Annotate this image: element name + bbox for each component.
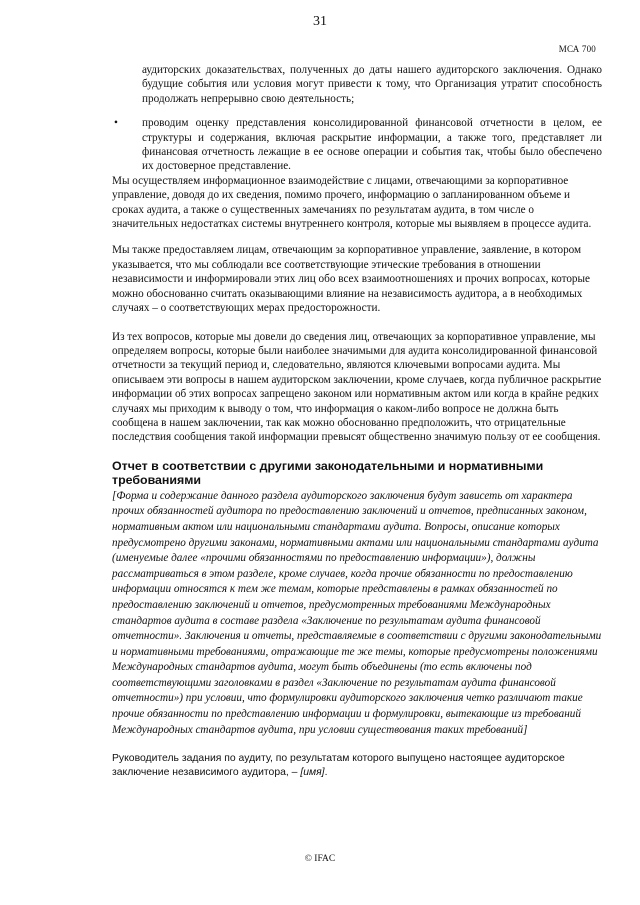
document-code: МСА 700 xyxy=(558,44,596,54)
paragraph-communication: Мы осуществляем информационное взаимодействие с лицами, отвечающими за корпоративное управление, доводя до их сведения, помимо прочего, информацию о запланированном объеме и сроках аудита, а также о существенных замечаниях по результатам аудита, в том числе о значительных недостатках системы внутреннего контроля, которые мы выявляем в процессе аудита. xyxy=(112,174,592,231)
copyright-footer: © IFAC xyxy=(304,854,336,864)
bullet-item xyxy=(114,116,602,174)
bullet-text: проводим оценку представления консолидированной финансовой отчетности в целом, ее структуры и содержания, включая раскрытие информации, а также того, представляет ли финансовая отчетность лежащие в ее основе операции и события так, чтобы было обеспечено их достоверное представление. xyxy=(142,117,602,173)
paragraph-key-matters: Из тех вопросов, которые мы довели до сведения лиц, отвечающих за корпоративное управление, мы определяем вопросы, которые были наиболее значимыми для аудита консолидированной финансовой отчетности за текущий период и, следовательно, являются ключевыми вопросами аудита. Мы описываем эти вопросы в нашем аудиторском заключении, кроме случаев, когда публичное раскрытие информации об этих вопросах запрещено законом или нормативным актом или когда в крайне редких случаях мы приходим к выводу о том, что информация о каком-либо вопросе не должна быть сообщена в нашем заключении, так как можно обоснованно предположить, что отрицательные последствия сообщения такой информации превысят общественно значимую пользу от ее сообщения. xyxy=(112,330,602,444)
name-placeholder: [имя] xyxy=(300,767,325,779)
paragraph-independence: Мы также предоставляем лицам, отвечающим за корпоративное управление, заявление, в котором указывается, что мы соблюдали все соответствующие этические требования в отношении независимости и информировали этих лиц обо всех взаимоотношениях и прочих вопросах, которые можно обоснованно считать оказывающими влияние на независимость аудитора, а в необходимых случаях – о соответствующих мерах предосторожности. xyxy=(112,244,590,315)
sentence-end: . xyxy=(324,767,328,779)
engagement-partner-text: Руководитель задания по аудиту, по результатам которого выпущено настоящее аудиторское заключение независимого аудитора, – xyxy=(112,753,565,779)
section-heading: Отчет в соответствии с другими законодательными и нормативными требованиями xyxy=(112,458,544,487)
bullet-marker: • xyxy=(114,117,118,130)
section-italic-instructions: [Форма и содержание данного раздела аудиторского заключения будут зависеть от характера прочих обязанностей аудитора по предоставлению заключений и отчетов, предписанных законом, нормативным актом или национальными стандартами аудита. Вопросы, описание которых предусмотрено другими законами, нормативными актами или национальными стандартами аудита (именуемые далее «прочими обязанностями по предоставлению информации»), должны рассматриваться в этом разделе, кроме случаев, когда прочие обязанности по предоставлению информации относятся к тем же темам, которые представлены в рамках обязанностей по предоставлению заключений и отчетов, предусмотренных требованиями Международных стандартов аудита в составе раздела «Заключение по результатам аудита финансовой отчетности». Заключения и отчеты, представляемые в соответствии с другими законодательными и нормативными требованиями, отражающие те же темы, которые предусмотрены положениями Международных стандартов аудита, могут быть объединены (то есть включены под соответствующими заголовками в раздел «Заключение по результатам аудита финансовой отчетности») при условии, что формулировки аудиторского заключения четко различают такие прочие обязанности по представлению информации и формулировки, вытекающие из требований Международных стандартов аудита, при условии существования таких требований] xyxy=(112,489,602,736)
continuation-paragraph: аудиторских доказательствах, полученных до даты нашего аудиторского заключения. Однако будущие события или условия могут привести к тому, что Организация утратит способность продолжать непрерывно свою деятельность; xyxy=(142,64,602,105)
page-number: 31 xyxy=(313,14,327,29)
document-body xyxy=(112,63,602,791)
engagement-partner-line xyxy=(112,752,602,780)
